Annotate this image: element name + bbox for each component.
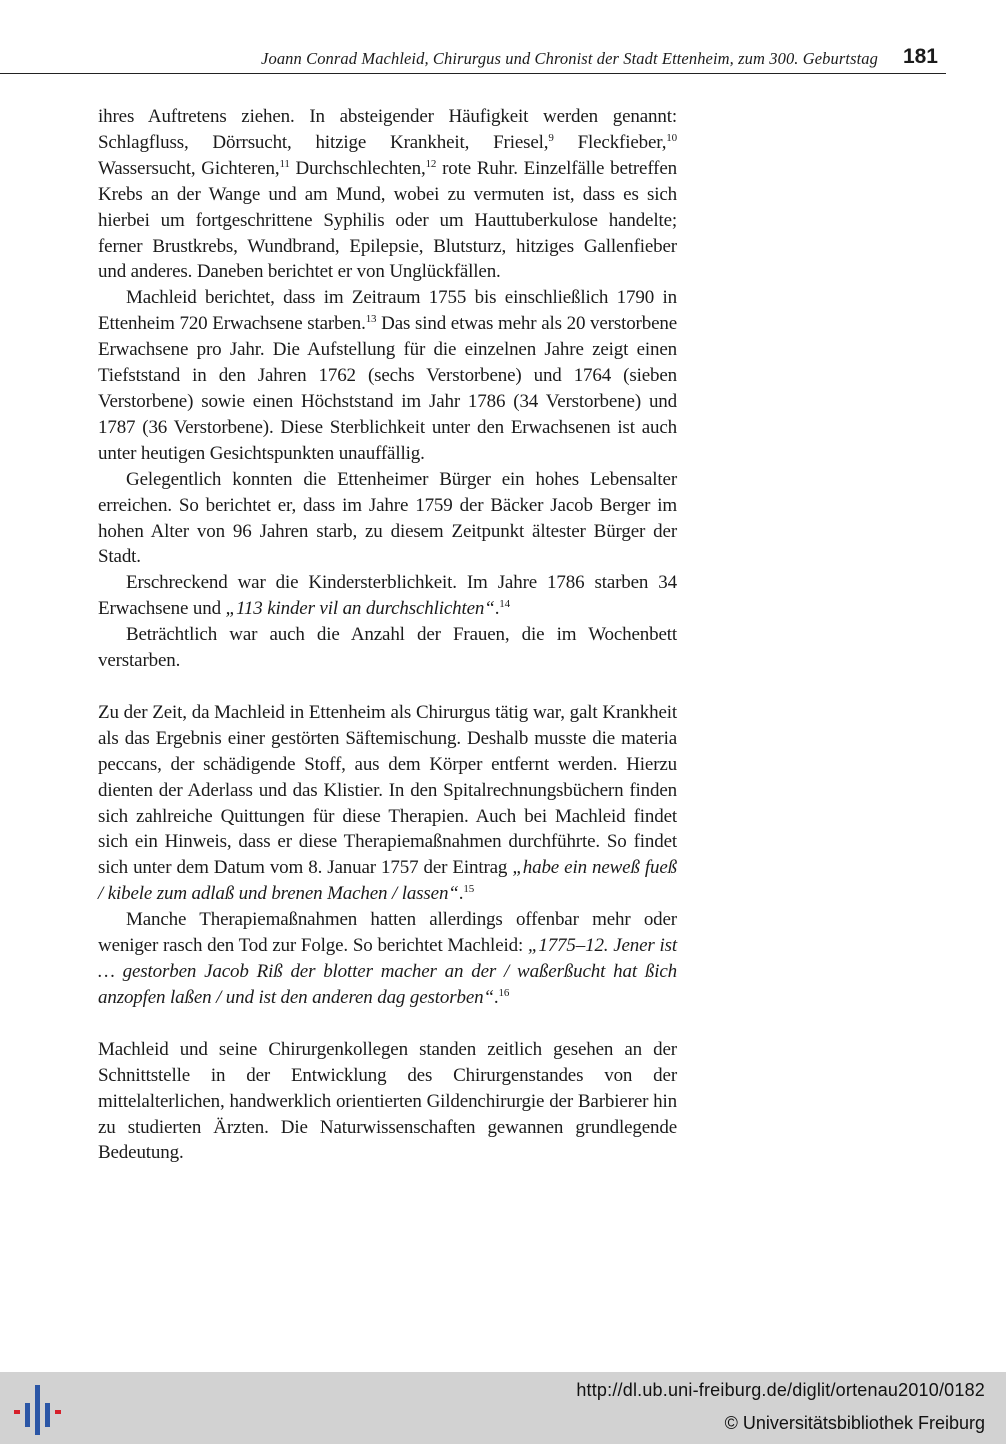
paragraph-childbed: Beträchtlich war auch die Anzahl der Frauen, die im Wochenbett verstarben. [98, 624, 677, 672]
logo-blue-bar-tall [35, 1385, 40, 1435]
logo-blue-bar-short-right [45, 1403, 50, 1427]
footnote-ref-14: 14 [499, 598, 510, 611]
logo-red-dash-left [14, 1410, 20, 1414]
footnote-ref-9: 9 [548, 131, 554, 144]
paragraph-therapy-deaths: Manche Therapiemaßnahmen hatten allerdings offenbar mehr oder weniger rasch den Tod zur Folge. So berichtet Machleid: „1775–12. Jener ist … gestorben Jacob Riß der blotter macher an der / waßerßucht hat ßich anzopfen laßen / und ist den anderen dag gestorben“.$^{16}$ [98, 909, 677, 1008]
logo-blue-bar-short [25, 1403, 30, 1427]
quote-chronicle: „1775–12. Jener ist … gestorben Jacob Riß der blotter macher an der / waßerßucht hat ßich anzopfen laßen / und ist den anderen dag gestorben“ [98, 935, 677, 1008]
running-title: Joann Conrad Machleid, Chirurgus und Chronist der Stadt Ettenheim, zum 300. Geburtstag [261, 49, 878, 68]
quote-chronicle: „113 kinder vil an durchschlichten“ [225, 598, 495, 620]
library-logo-icon [12, 1383, 64, 1437]
logo-red-dash-right [55, 1410, 61, 1414]
paragraph-adult-deaths: Machleid berichtet, dass im Zeitraum 1755 bis einschließlich 1790 in Ettenheim 720 Erwachsene starben.$^{13}$ Das sind etwas mehr als 20 verstorbene Erwachsene pro Jahr. Die Aufstellung für die einzelnen Jahre zeigt einen Tiefststand in den Jahren 1762 (sechs Verstorbene) und 1764 (sieben Verstorbene) sowie einen Höchststand im Jahr 1786 (34 Verstorbene) und 1787 (36 Verstorbene). Diese Sterblichkeit unter den Erwachsenen ist auch unter heutigen Gesichtspunkten unauffällig. [98, 287, 678, 464]
page-header [0, 0, 1006, 76]
copyright-notice: © Universitätsbibliothek Freiburg [724, 1413, 985, 1433]
footnote-ref-11: 11 [279, 157, 290, 170]
paragraph-diseases: ihres Auftretens ziehen. In absteigender Häufigkeit werden genannt: Schlagfluss, Dörrsucht, hitzige Krankheit, Friesel,$^9$ Fleckfieber,$^{10}$ Wassersucht, Gichteren,$^{11}$ Durchschlechten,$^{12}$ rote Ruhr. Einzelfälle betreffen Krebs an der Wange und am Mund, wobei zu vermuten ist, dass es sich hierbei um fortgeschrittene Syphilis oder um Hauttuberkulose handelte; ferner Brustkrebs, Wundbrand, Epilepsie, Blutsturz, hitziges Gallenfieber und anderes. Daneben berichtet er von Unglückfällen. [98, 106, 677, 283]
header-rule [0, 73, 946, 74]
footnote-ref-16: 16 [498, 986, 510, 999]
paragraph-humoral-theory: Zu der Zeit, da Machleid in Ettenheim als Chirurgus tätig war, galt Krankheit als das Ergebnis einer gestörten Säftemischung. Deshalb musste die materia peccans, der schädigende Stoff, aus dem Körper entfernt werden. Hierzu dienten der Aderlass und das Klistier. In den Spitalrechnungsbüchern finden sich zahlreiche Quittungen für diese Therapien. Auch bei Machleid findet sich ein Hinweis, dass er diese Therapiemaßnahmen durchführte. So findet sich unter dem Datum vom 8. Januar 1757 der Eintrag „habe ein neweß fueß / kibele zum adlaß und brenen Machen / lassen“.$^{15}$ [98, 701, 677, 905]
paragraph-old-age: Gelegentlich konnten die Ettenheimer Bürger ein hohes Lebensalter erreichen. So berichtet er, dass im Jahre 1759 der Bäcker Jacob Berger im hohen Alter von 96 Jahren starb, zu diesem Zeitpunkt ältester Bürger der Stadt. [98, 468, 677, 568]
footnote-ref-13: 13 [365, 313, 377, 326]
paragraph-surgeon-status: Machleid und seine Chirurgenkollegen standen zeitlich gesehen an der Schnittstelle in der Entwicklung des Chirurgenstandes von der mittelalterlichen, handwerklich orientierten Gildenchirurgie der Barbierer hin zu studierten Ärzten. Die Naturwissenschaften gewannen grundlegende Bedeutung. [98, 1038, 677, 1164]
quote-chronicle: „habe ein neweß fueß / kibele zum adlaß und brenen Machen / lassen“ [98, 857, 677, 905]
footnote-ref-12: 12 [425, 157, 437, 170]
page-number: 181 [902, 45, 938, 68]
footnote-ref-10: 10 [666, 131, 677, 144]
footnote-ref-15: 15 [463, 883, 475, 896]
source-url-link[interactable]: http://dl.ub.uni-freiburg.de/diglit/ortenau2010/0182 [576, 1380, 985, 1400]
body-text [98, 104, 677, 1166]
paragraph-child-mortality: Erschreckend war die Kindersterblichkeit. Im Jahre 1786 starben 34 Erwachsene und „113 kinder vil an durchschlichten“.$^{14}$ [98, 572, 677, 620]
